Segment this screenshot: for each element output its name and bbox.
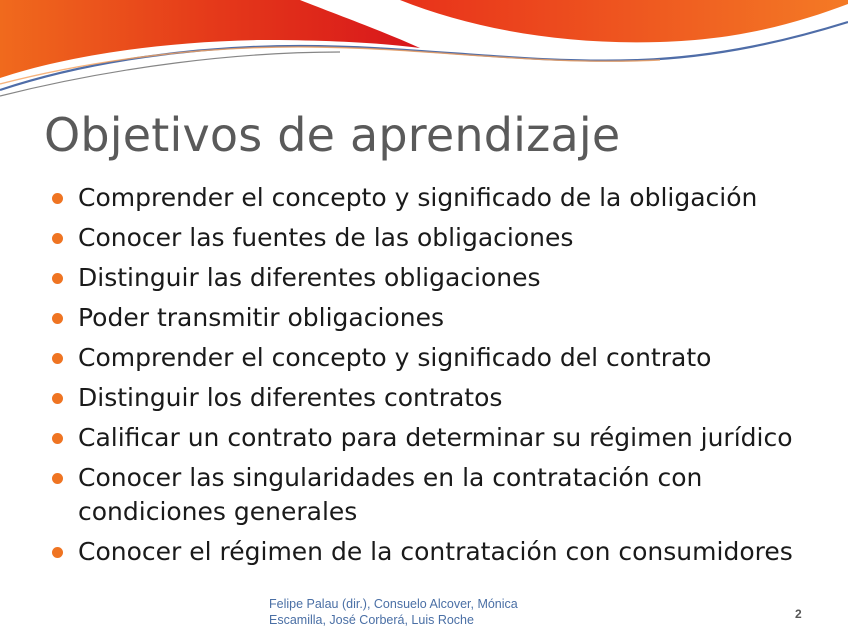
- bullet-list: [52, 181, 812, 575]
- list-item-text: Conocer el régimen de la contratación con consumidores: [78, 537, 793, 566]
- bullet-dot-icon: [52, 433, 63, 444]
- list-item-text: Distinguir los diferentes contratos: [78, 383, 503, 412]
- list-item: [52, 421, 812, 455]
- bullet-dot-icon: [52, 193, 63, 204]
- footer-authors: Felipe Palau (dir.), Consuelo Alcover, Mónica Escamilla, José Corberá, Luis Roche: [269, 597, 518, 627]
- bullet-dot-icon: [52, 393, 63, 404]
- bullet-dot-icon: [52, 473, 63, 484]
- list-item: [52, 301, 812, 335]
- bullet-dot-icon: [52, 273, 63, 284]
- list-item-text: Comprender el concepto y significado del contrato: [78, 343, 712, 372]
- list-item-text: Conocer las fuentes de las obligaciones: [78, 223, 574, 252]
- list-item: [52, 381, 812, 415]
- list-item: [52, 221, 812, 255]
- list-item-text: Calificar un contrato para determinar su régimen jurídico: [78, 423, 793, 452]
- bullet-dot-icon: [52, 233, 63, 244]
- list-item-text: Poder transmitir obligaciones: [78, 303, 444, 332]
- list-item-text: Distinguir las diferentes obligaciones: [78, 263, 541, 292]
- list-item: [52, 535, 812, 569]
- list-item: [52, 181, 812, 215]
- list-item-text: Comprender el concepto y significado de la obligación: [78, 183, 758, 212]
- list-item: [52, 341, 812, 375]
- list-item: [52, 261, 812, 295]
- list-item: [52, 461, 812, 529]
- bullet-dot-icon: [52, 353, 63, 364]
- header-swoosh-decoration: [0, 0, 848, 110]
- bullet-dot-icon: [52, 313, 63, 324]
- slide-title: Objetivos de aprendizaje: [44, 108, 621, 162]
- bullet-dot-icon: [52, 547, 63, 558]
- list-item-text: Conocer las singularidades en la contratación con condiciones generales: [78, 463, 703, 526]
- slide-number: 2: [795, 607, 802, 621]
